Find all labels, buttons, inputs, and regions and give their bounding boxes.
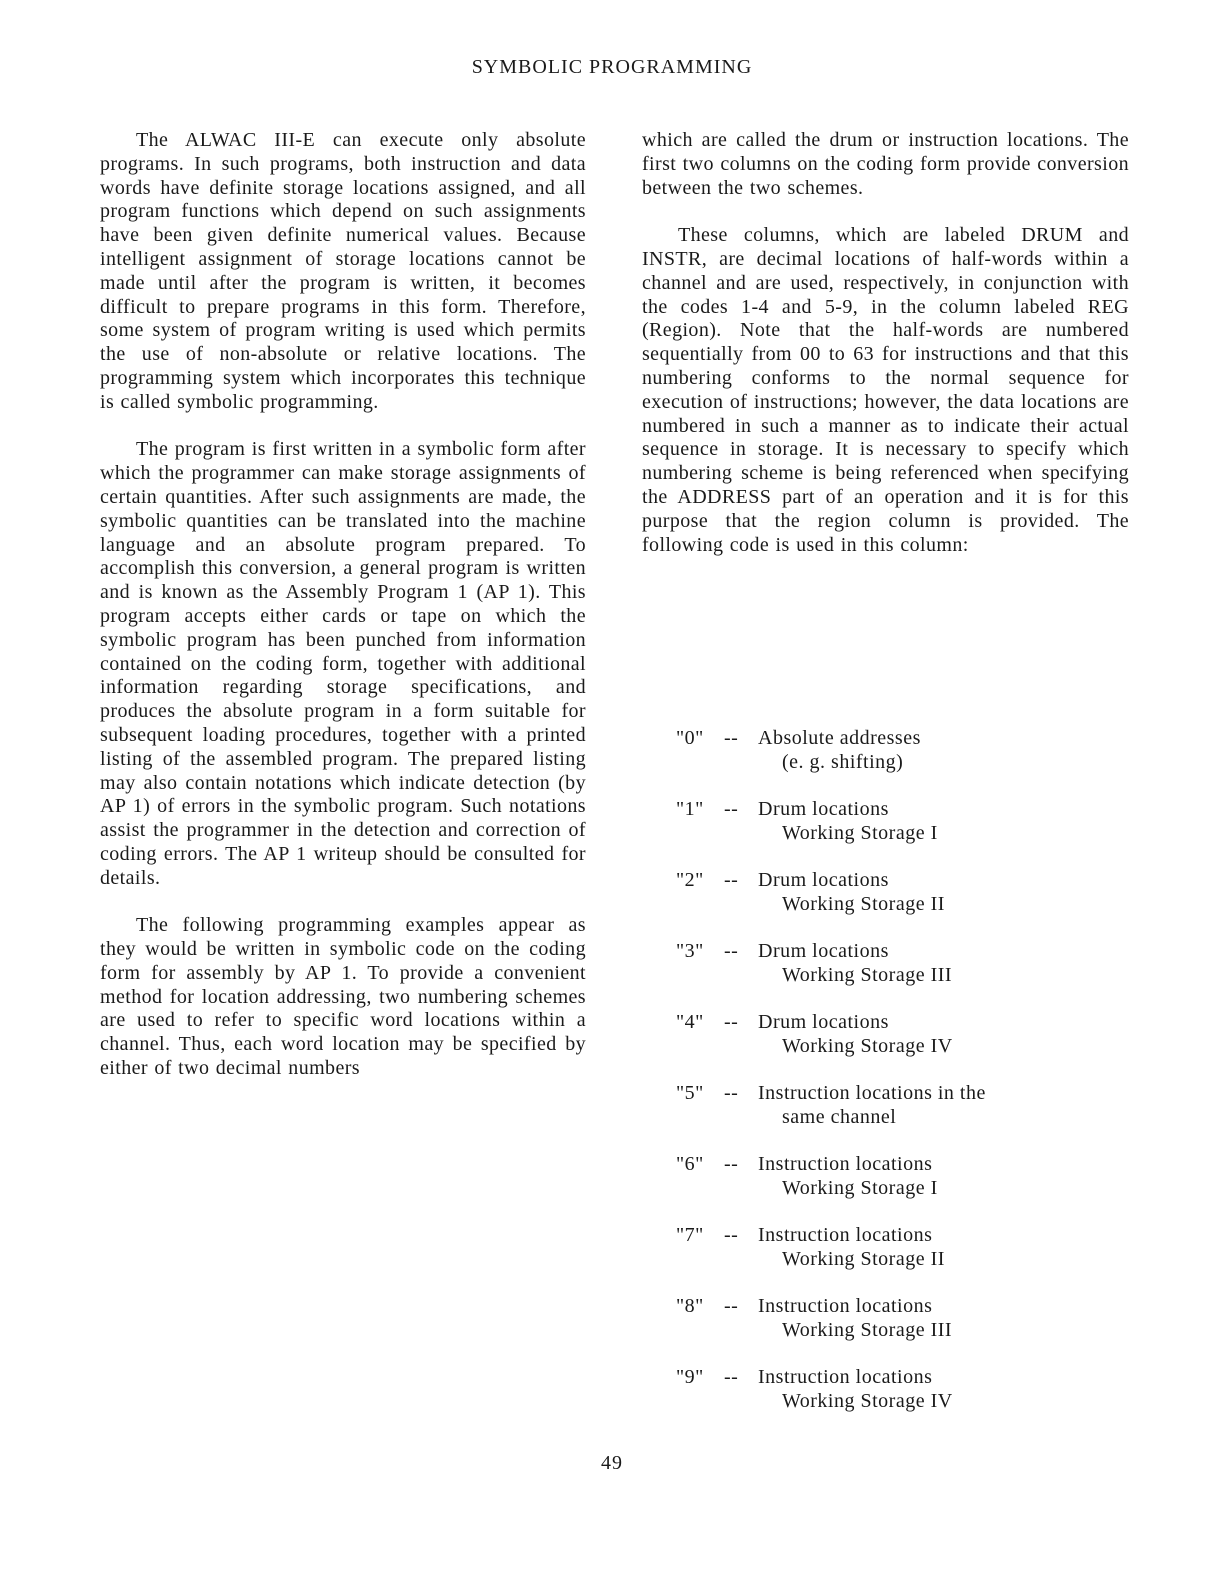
- paragraph-assembly-program: The program is first written in a symbolic form after which the programmer can make storage assignments of certain quantities. After such assignments are made, the symbolic quantities can be translated into the machine language and an absolute program prepared. To accomplish this conversion, a general program is written and is known as the Assembly Program 1 (AP 1). This program accepts either cards or tape on which the symbolic program has been punched from information contained on the coding form, together with additional information regarding storage specifications, and produces the absolute program in a form suitable for subsequent loading procedures, together with a printed listing of the assembled program. The prepared listing may also contain notations which indicate detection (by AP 1) of errors in the symbolic program. Such notations assist the programmer in the detection and correction of coding errors. The AP 1 writeup should be consulted for details.: [100, 438, 586, 889]
- region-code-description: [758, 1366, 1126, 1437]
- region-code-line1: Instruction locations: [758, 1224, 933, 1246]
- paragraph-programming-examples: The following programming examples appear as they would be written in symbolic code on the coding form for assembly by AP 1. To provide a convenient method for location addressing, two numbering schemes are used to refer to specific word locations within a channel. Thus, each word location may be specified by either of two decimal numbers: [100, 914, 586, 1080]
- region-code-key: "9": [676, 1366, 704, 1388]
- region-code-description: [758, 1224, 1126, 1295]
- region-code-item: [676, 1153, 1126, 1224]
- region-code-item: [676, 1366, 1126, 1437]
- region-code-description: [758, 1011, 1126, 1082]
- region-code-separator: --: [724, 1366, 739, 1388]
- region-code-line2: Working Storage IV: [782, 1389, 953, 1412]
- region-code-item: [676, 1082, 1126, 1153]
- region-code-separator: --: [724, 869, 739, 891]
- region-code-item: [676, 798, 1126, 869]
- paragraph-region-column: These columns, which are labeled DRUM and INSTR, are decimal locations of half-words within a channel and are used, respectively, in conjunction with the codes 1-4 and 5-9, in the column labeled REG (Region). Note that the half-words are numbered sequentially from 00 to 63 for instructions and that this numbering conforms to the normal sequence for execution of instructions; however, the data locations are numbered in such a manner as to indicate their actual sequence in storage. It is necessary to specify which numbering scheme is being referenced when specifying the ADDRESS part of an operation and it is for this purpose that the region column is provided. The following code is used in this column:: [642, 224, 1129, 556]
- region-code-line2: same channel: [782, 1105, 897, 1128]
- region-code-description: [758, 869, 1126, 940]
- region-code-line1: Drum locations: [758, 940, 889, 962]
- left-column: [100, 129, 586, 1105]
- region-code-line2: Working Storage IV: [782, 1034, 953, 1057]
- region-code-line2: Working Storage I: [782, 1176, 938, 1199]
- region-code-key: "4": [676, 1011, 704, 1033]
- region-code-description: [758, 798, 1126, 869]
- right-column: [642, 129, 1129, 1412]
- region-code-description: [758, 1295, 1126, 1366]
- region-code-line1: Instruction locations: [758, 1366, 933, 1388]
- region-code-separator: --: [724, 1224, 739, 1246]
- region-code-separator: --: [724, 798, 739, 820]
- region-code-key: "6": [676, 1153, 704, 1175]
- region-code-key: "5": [676, 1082, 704, 1104]
- region-code-item: [676, 1011, 1126, 1082]
- region-code-line1: Instruction locations in the: [758, 1082, 986, 1104]
- region-code-item: [676, 869, 1126, 940]
- region-code-line2: Working Storage II: [782, 892, 945, 915]
- region-code-line1: Drum locations: [758, 798, 889, 820]
- region-code-list: [676, 727, 1126, 1437]
- region-code-line1: Instruction locations: [758, 1295, 933, 1317]
- page-number: 49: [601, 1452, 623, 1474]
- region-code-separator: --: [724, 1295, 739, 1317]
- region-code-separator: --: [724, 727, 739, 749]
- region-code-item: [676, 1224, 1126, 1295]
- region-code-separator: --: [724, 1082, 739, 1104]
- page-title: SYMBOLIC PROGRAMMING: [471, 56, 753, 78]
- region-code-key: "3": [676, 940, 704, 962]
- region-code-item: [676, 1295, 1126, 1366]
- region-code-separator: --: [724, 940, 739, 962]
- region-code-line2: Working Storage I: [782, 821, 938, 844]
- region-code-description: [758, 1153, 1126, 1224]
- region-code-line2: Working Storage II: [782, 1247, 945, 1270]
- region-code-description: [758, 940, 1126, 1011]
- region-code-key: "2": [676, 869, 704, 891]
- region-code-item: [676, 940, 1126, 1011]
- paragraph-drum-instruction: which are called the drum or instruction locations. The first two columns on the coding form provide conversion between the two schemes.: [642, 129, 1129, 199]
- region-code-line2: Working Storage III: [782, 963, 953, 986]
- region-code-line2: Working Storage III: [782, 1318, 953, 1341]
- region-code-item: [676, 727, 1126, 798]
- region-code-key: "1": [676, 798, 704, 820]
- region-code-key: "7": [676, 1224, 704, 1246]
- region-code-description: [758, 1082, 1126, 1153]
- region-code-description: [758, 727, 1126, 798]
- region-code-line1: Drum locations: [758, 1011, 889, 1033]
- paragraph-absolute-programs: The ALWAC III-E can execute only absolute programs. In such programs, both instruction and data words have definite storage locations assigned, and all program functions which depend on such assignments have been given definite numerical values. Because intelligent assignment of storage locations cannot be made until after the program is written, it becomes difficult to prepare programs in this form. Therefore, some system of program writing is used which permits the use of non-absolute or relative locations. The programming system which incorporates this technique is called symbolic programming.: [100, 129, 586, 413]
- region-code-separator: --: [724, 1011, 739, 1033]
- region-code-line1: Absolute addresses: [758, 727, 921, 749]
- region-code-key: "0": [676, 727, 704, 749]
- region-code-separator: --: [724, 1153, 739, 1175]
- region-code-key: "8": [676, 1295, 704, 1317]
- region-code-line1: Instruction locations: [758, 1153, 933, 1175]
- region-code-line1: Drum locations: [758, 869, 889, 891]
- region-code-line2: (e. g. shifting): [782, 750, 904, 773]
